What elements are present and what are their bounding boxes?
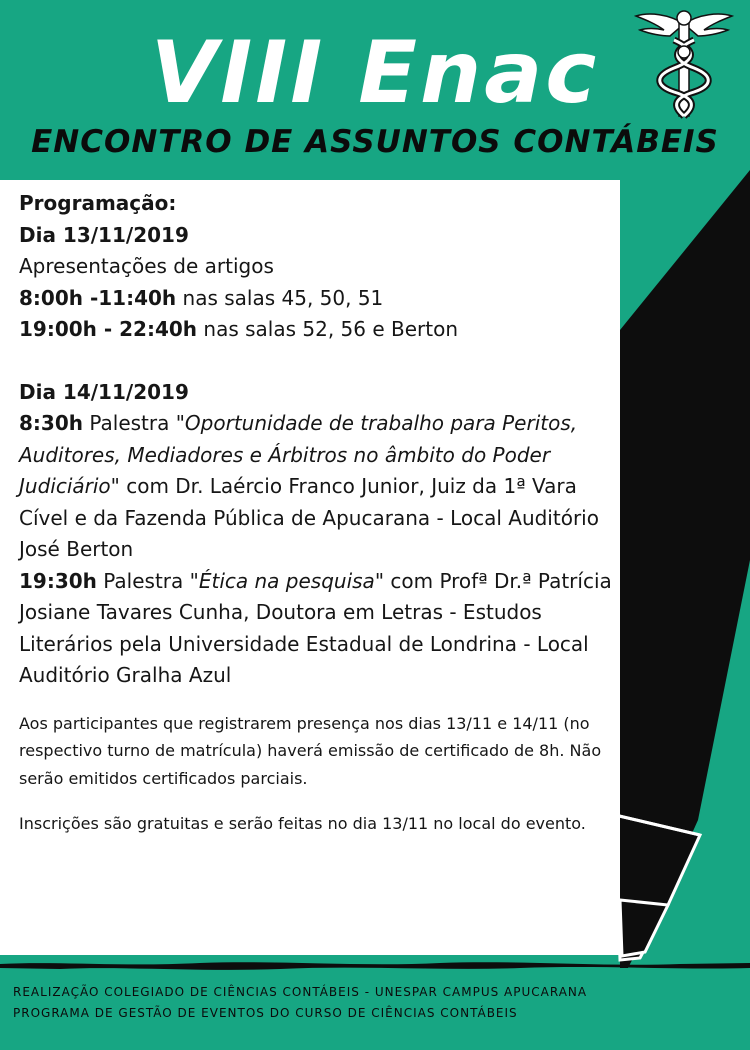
pencil-icon — [612, 170, 750, 968]
day2-date: Dia 14/11/2019 — [19, 379, 189, 404]
event-subtitle: ENCONTRO DE ASSUNTOS CONTÁBEIS — [31, 124, 719, 160]
day2-talk-1: 8:30h Palestra "Oportunidade de trabalho para Peritos, Auditores, Mediadores e Árbitros no âmbito do Poder Judiciário" com Dr. Laércio Franco Junior, Juiz da 1ª Vara Cível e da Fazenda Pública de Apucarana - Local Auditório José Berton — [19, 411, 599, 561]
footer-line-2: PROGRAMA DE GESTÃO DE EVENTOS DO CURSO DE CIÊNCIAS CONTÁBEIS — [13, 1006, 518, 1020]
day1-session-2: 19:00h - 22:40h nas salas 52, 56 e Berton — [19, 317, 458, 341]
day1-intro: Apresentações de artigos — [19, 254, 274, 278]
day1-session-1: 8:00h -11:40h nas salas 45, 50, 51 — [19, 285, 384, 310]
footer — [13, 982, 743, 1024]
program-heading: Programação: — [19, 191, 177, 215]
footer-line-1: REALIZAÇÃO COLEGIADO DE CIÊNCIAS CONTÁBEIS - UNESPAR CAMPUS APUCARANA — [13, 985, 588, 999]
day2-talk-2: 19:30h Palestra "Ética na pesquisa" com Profª Dr.ª Patrícia Josiane Tavares Cunha, Doutora em Letras - Estudos Literários pela Universidade Estadual de Londrina - Local Auditório Gralha Azul — [19, 568, 612, 687]
event-title: VIII Enac — [150, 23, 600, 123]
program-content — [19, 188, 614, 838]
day1-date: Dia 13/11/2019 — [19, 222, 189, 247]
certificate-notice: Aos participantes que registrarem presença nos dias 13/11 e 14/11 (no respectivo turno de matrícula) haverá emissão de certificado de 8h. Não serão emitidos certificados parciais. — [19, 713, 602, 788]
registration-notice: Inscrições são gratuitas e serão feitas no dia 13/11 no local do evento. — [19, 814, 586, 833]
brush-stroke-divider — [0, 955, 750, 975]
